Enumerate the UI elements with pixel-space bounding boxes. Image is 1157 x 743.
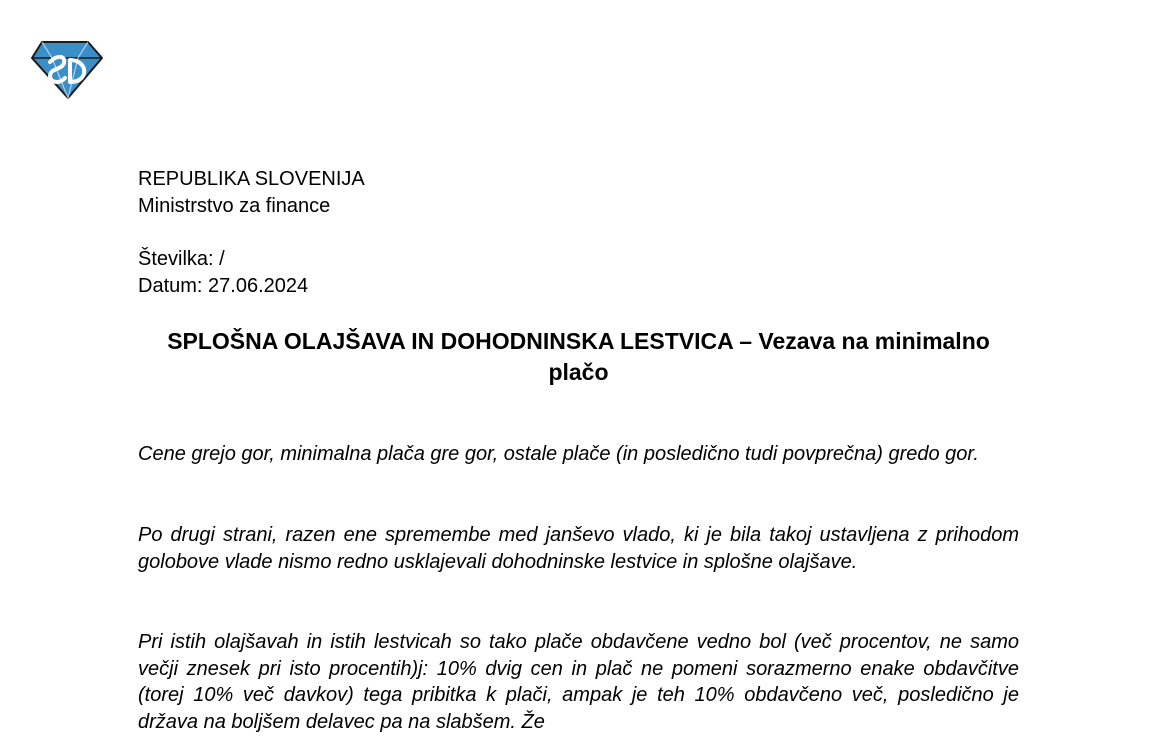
ministry-name: Ministrstvo za finance xyxy=(138,195,331,217)
document-number: Številka: / xyxy=(138,248,225,270)
diamond-logo-icon xyxy=(30,40,104,100)
paragraph-2: Po drugi strani, razen ene spremembe med janševo vlado, ki je bila takoj ustavljena z prihodom golobove vlade nismo redno usklajevali dohodninske lestvice in splošne olajšave. xyxy=(138,524,1019,573)
party-logo xyxy=(30,40,104,100)
document-title: SPLOŠNA OLAJŠAVA IN DOHODNINSKA LESTVICA – Vezava na minimalno plačo xyxy=(167,328,990,385)
republic-name: REPUBLIKA SLOVENIJA xyxy=(138,168,365,190)
letterhead xyxy=(138,166,365,300)
document-date: Datum: 27.06.2024 xyxy=(138,275,309,297)
paragraph-1: Cene grejo gor, minimalna plača gre gor, ostale plače (in posledično tudi povprečna) gredo gor. xyxy=(138,443,979,465)
paragraph-3: Pri istih olajšavah in istih lestvicah so tako plače obdavčene vedno bol (več procentov, ne samo večji znesek pri isto procentih)j: 10% dvig cen in plač ne pomeni sorazmerno enake obdavčitve (torej 10% več davkov) tega pribitka k plači, ampak je teh 10% obdavčeno več, posledično je država na boljšem delavec pa na slabšem. Že xyxy=(138,631,1019,733)
